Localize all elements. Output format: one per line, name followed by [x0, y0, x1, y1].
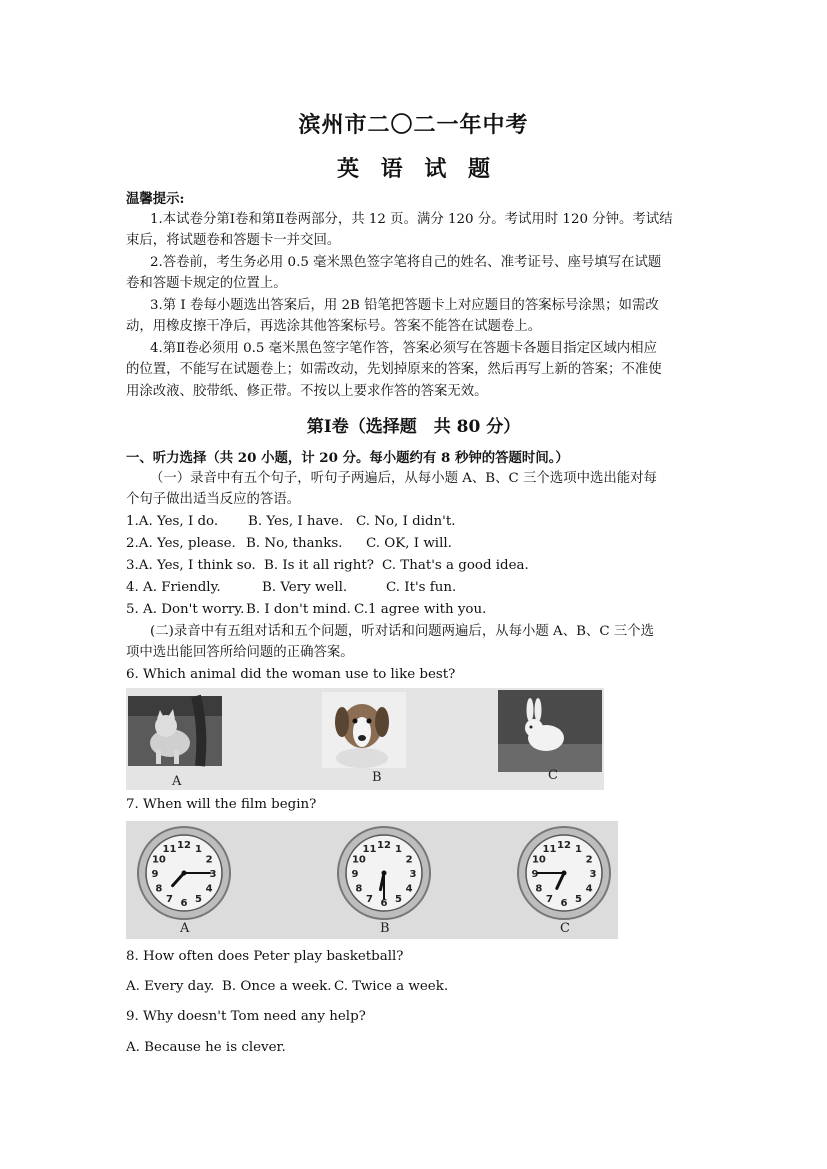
tip-4-line-1: 4.第Ⅱ卷必须用 0.5 毫米黑色签字笔作答，答案必须写在答题卡各题目指定区域内相应	[150, 341, 657, 356]
q8-option-b: B. Once a week.	[222, 979, 332, 994]
question-8-options	[126, 977, 448, 997]
clock-a	[138, 827, 230, 919]
q2-option-a: 2.A. Yes, please.	[126, 536, 236, 551]
q5-option-a: 5. A. Don't worry.	[126, 602, 245, 617]
question-1	[126, 512, 456, 532]
clock-pictures	[126, 821, 618, 939]
question-2	[126, 534, 452, 554]
clock-number: 9	[531, 869, 539, 880]
clock-strip	[126, 821, 618, 939]
clock-number: 12	[177, 840, 191, 851]
q1-option-a: 1.A. Yes, I do.	[126, 514, 219, 529]
clock-b	[338, 827, 430, 919]
q4-option-b: B. Very well.	[262, 580, 348, 595]
clock-number: 3	[589, 869, 597, 880]
q5-option-b: B. I don't mind.	[246, 602, 351, 617]
clock-number: 12	[557, 840, 571, 851]
clock-number: 10	[351, 854, 366, 866]
clock-number: 5	[195, 894, 202, 906]
q5-option-c: C.1 agree with you.	[354, 602, 487, 617]
clock-number: 4	[405, 883, 413, 895]
clock-number: 3	[209, 869, 217, 880]
animal-photo-strip	[126, 688, 604, 790]
q3-option-a: 3.A. Yes, I think so.	[126, 558, 256, 573]
tip-3-line-1: 3.第 I 卷每小题选出答案后，用 2B 铅笔把答题卡上对应题目的答案标号涂黑；如需改	[150, 298, 659, 313]
tip-1-line-2: 束后，将试题卷和答题卡一并交回。	[126, 233, 341, 248]
question-8: 8. How often does Peter play basketball?	[126, 949, 404, 964]
rabbit-picture	[498, 690, 602, 772]
dog-picture	[322, 692, 406, 768]
clock-number: 8	[155, 883, 163, 895]
q6-label-a: A	[172, 774, 182, 789]
question-6: 6. Which animal did the woman use to like best?	[126, 667, 456, 682]
clock-number: 4	[585, 883, 593, 895]
q6-label-c: C	[548, 768, 558, 783]
q7-label-c: C	[560, 921, 570, 936]
q2-option-c: C. OK, I will.	[366, 536, 452, 551]
tip-2-line-1: 2.答卷前，考生务必用 0.5 毫米黑色签字笔将自己的姓名、准考证号、座号填写在试题	[150, 255, 662, 270]
clock-c	[518, 827, 610, 919]
part1-sub2-line-2: 项中选出能回答所给问题的正确答案。	[126, 645, 354, 660]
question-4	[126, 578, 456, 598]
clock-number: 11	[162, 843, 177, 855]
clock-number: 6	[180, 898, 188, 909]
animal-pictures	[126, 688, 604, 790]
tips-heading: 温馨提示:	[126, 191, 185, 207]
clock-number: 9	[151, 869, 159, 880]
clock-number: 11	[542, 843, 557, 855]
tip-3-line-2: 动，用橡皮擦干净后，再选涂其他答案标号。答案不能答在试题卷上。	[126, 319, 542, 334]
question-9: 9. Why doesn't Tom need any help?	[126, 1009, 366, 1024]
clock-number: 2	[205, 854, 213, 866]
part1-sub1-line-1: （一）录音中有五个句子，听句子两遍后，从每小题 A、B、C 三个选项中选出能对每	[150, 471, 657, 486]
clock-number: 10	[151, 854, 166, 866]
q9-option-a: A. Because he is clever.	[126, 1040, 286, 1055]
clock-number: 7	[166, 894, 173, 906]
q3-option-c: C. That's a good idea.	[382, 558, 529, 573]
q7-label-a: A	[180, 921, 190, 936]
clock-number: 2	[405, 854, 413, 866]
clock-number: 1	[395, 843, 402, 855]
clock-number: 7	[366, 894, 373, 906]
clock-number: 10	[531, 854, 546, 866]
q7-label-b: B	[380, 921, 390, 936]
part1-sub2-line-1: (二)录音中有五组对话和五个问题，听对话和问题两遍后，从每小题 A、B、C 三个选	[150, 624, 654, 639]
question-5	[126, 600, 486, 620]
q6-label-b: B	[372, 770, 382, 785]
part1-heading: 一、听力选择（共 20 小题，计 20 分。每小题约有 8 秒钟的答题时间。）	[126, 450, 569, 466]
tip-4-line-2: 的位置，不能写在试题卷上；如需改动，先划掉原来的答案，然后再写上新的答案；不准使	[126, 362, 662, 377]
clock-number: 6	[560, 898, 568, 909]
exam-subtitle: 英 语 试 题	[337, 156, 490, 182]
tip-4-line-3: 用涂改液、胶带纸、修正带。不按以上要求作答的答案无效。	[126, 384, 488, 399]
clock-number: 4	[205, 883, 213, 895]
tip-2-line-2: 卷和答题卡规定的位置上。	[126, 276, 287, 291]
clock-number: 8	[535, 883, 543, 895]
clock-number: 8	[355, 883, 363, 895]
clock-number: 2	[585, 854, 593, 866]
tip-1-line-1: 1.本试卷分第Ⅰ卷和第Ⅱ卷两部分，共 12 页。满分 120 分。考试用时 120 分钟。考试结	[150, 212, 673, 227]
clock-number: 5	[395, 894, 402, 906]
clock-number: 3	[409, 869, 417, 880]
clock-number: 9	[351, 869, 359, 880]
clock-number: 1	[575, 843, 582, 855]
question-3	[126, 556, 529, 576]
cat-picture	[128, 696, 222, 766]
part1-sub1-line-2: 个句子做出适当反应的答语。	[126, 492, 301, 507]
section-title: 第Ⅰ卷（选择题 共 80 分）	[306, 417, 521, 437]
q1-option-c: C. No, I didn't.	[356, 514, 456, 529]
q3-option-b: B. Is it all right?	[264, 558, 374, 573]
clock-number: 5	[575, 894, 582, 906]
q8-option-a: A. Every day.	[126, 979, 215, 994]
q8-option-c: C. Twice a week.	[334, 979, 449, 994]
clock-number: 11	[362, 843, 377, 855]
clock-number: 7	[546, 894, 553, 906]
q1-option-b: B. Yes, I have.	[248, 514, 344, 529]
q4-option-c: C. It's fun.	[386, 580, 457, 595]
q2-option-b: B. No, thanks.	[246, 536, 343, 551]
exam-title: 滨州市二〇二一年中考	[298, 112, 529, 138]
clock-number: 6	[380, 898, 388, 909]
clock-number: 12	[377, 840, 391, 851]
clock-number: 1	[195, 843, 202, 855]
question-7: 7. When will the film begin?	[126, 797, 317, 812]
q4-option-a: 4. A. Friendly.	[126, 580, 221, 595]
